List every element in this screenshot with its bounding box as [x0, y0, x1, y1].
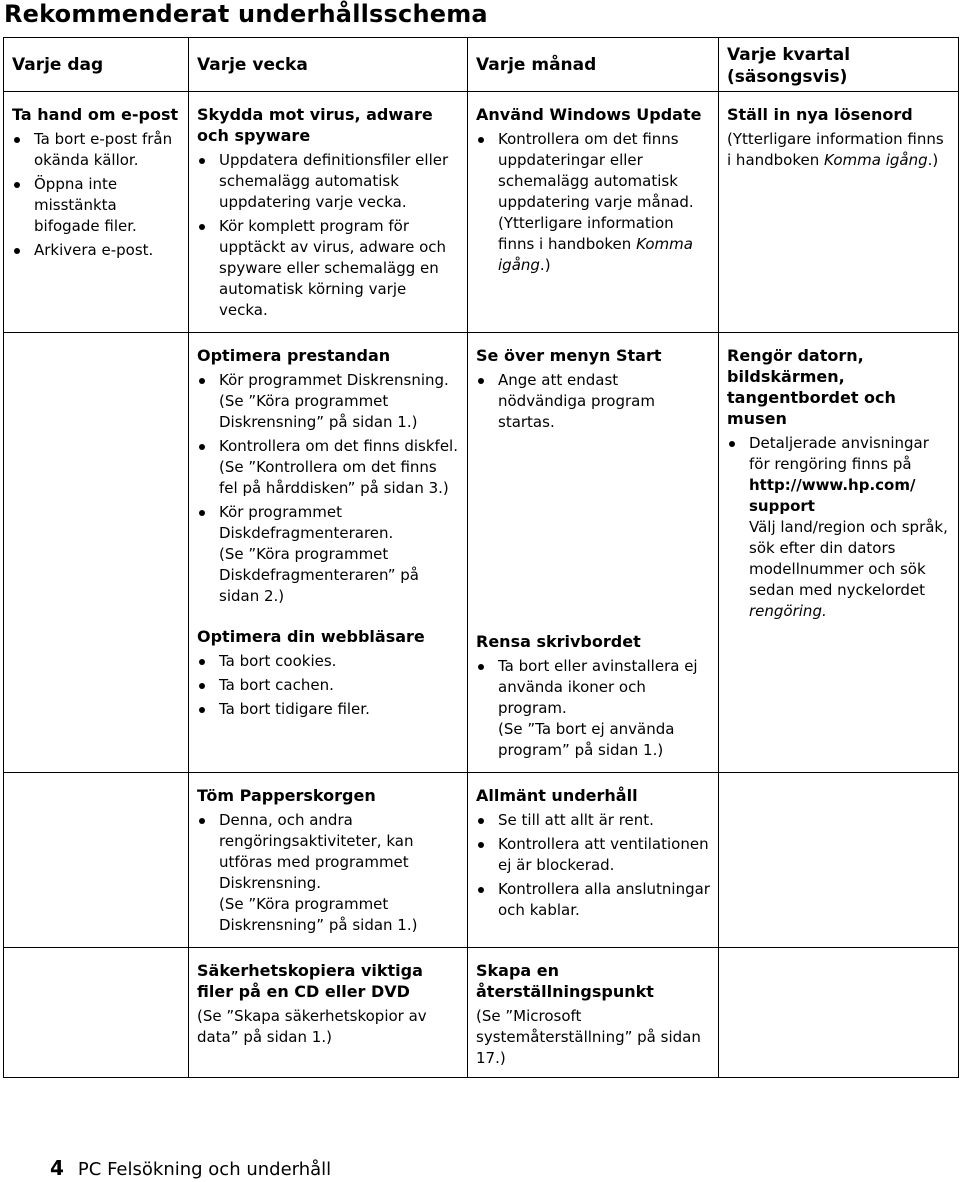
page-number: 4 [50, 1156, 64, 1180]
schedule-row [4, 333, 959, 773]
task-note: Välj land/region och språk, sök efter din dators modellnummer och sök sedan med nyckelordet rengöring. [749, 518, 948, 620]
cell-quarterly-passwords [719, 92, 959, 333]
cell-quarterly-cleaning [719, 333, 959, 773]
page-footer [50, 1156, 331, 1180]
header-daily: Varje dag [4, 38, 189, 92]
task-heading: Ställ in nya lösenord [727, 105, 913, 124]
task-item: Ta bort tidigare filer. [197, 699, 459, 720]
task-heading: Se över menyn Start [476, 346, 662, 365]
cell-empty [4, 773, 189, 948]
cell-monthly-windows-update [468, 92, 719, 333]
task-note: (Se ”Microsoft systemåterställning” på sidan 17.) [476, 1007, 701, 1067]
header-row [4, 38, 959, 92]
task-heading: Skydda mot virus, adware och spyware [197, 105, 433, 145]
task-note: (Se ”Köra programmet Diskrensning” på sidan 1.) [219, 392, 418, 431]
task-list [476, 370, 710, 433]
task-note: (Se ”Skapa säkerhetskopior av data” på sidan 1.) [197, 1007, 427, 1046]
task-item: Ta bort eller avinstallera ej använda ikoner och program. (Se ”Ta bort ej använda program” på sidan 1.) [476, 656, 710, 761]
task-item: Kontrollera att ventilationen ej är blockerad. [476, 834, 710, 876]
cell-monthly-general-maintenance [468, 773, 719, 948]
task-list [476, 656, 710, 761]
task-list [476, 810, 710, 921]
task-item: Ta bort cachen. [197, 675, 459, 696]
task-item: Kör programmet Diskdefragmenteraren. (Se ”Köra programmet Diskdefragmenteraren” på sidan 2.) [197, 502, 459, 607]
maintenance-schedule-table [3, 37, 959, 1078]
cell-daily-email [4, 92, 189, 333]
task-item: Ta bort cookies. [197, 651, 459, 672]
task-item: Se till att allt är rent. [476, 810, 710, 831]
task-item: Detaljerade anvisningar för rengöring finns på http://www.hp.com/ support Välj land/region och språk, sök efter din dators modellnummer och sök sedan med nyckelordet rengöring. [727, 433, 950, 622]
cell-monthly-start-desktop [468, 333, 719, 773]
schedule-row [4, 773, 959, 948]
task-item: Öppna inte misstänkta bifogade filer. [12, 174, 180, 237]
header-quarterly: Varje kvartal (säsongsvis) [719, 38, 959, 92]
task-item: Arkivera e-post. [12, 240, 180, 261]
header-monthly: Varje månad [468, 38, 719, 92]
task-item: Ange att endast nödvändiga program startas. [476, 370, 710, 433]
task-item: Kontrollera alla anslutningar och kablar. [476, 879, 710, 921]
task-heading: Rengör datorn, bildskärmen, tangentbordet och musen [727, 346, 896, 428]
task-note: (Se ”Kontrollera om det finns fel på hårddisken” på sidan 3.) [219, 458, 449, 497]
cell-empty [719, 948, 959, 1078]
task-note: (Se ”Ta bort ej använda program” på sidan 1.) [498, 720, 675, 759]
task-item: Kontrollera om det finns uppdateringar eller schemalägg automatisk uppdatering varje månad. (Ytterligare information finns i handboken Komma igång.) [476, 129, 710, 276]
cell-monthly-restore-point [468, 948, 719, 1078]
task-note: (Se ”Köra programmet Diskdefragmenteraren” på sidan 2.) [219, 545, 419, 605]
task-list [476, 129, 710, 276]
schedule-row [4, 948, 959, 1078]
task-item: Uppdatera definitionsfiler eller schemalägg automatisk uppdatering varje vecka. [197, 150, 459, 213]
task-heading: Använd Windows Update [476, 105, 702, 124]
cell-empty [719, 773, 959, 948]
task-list [727, 433, 950, 622]
cell-weekly-recycle-bin [189, 773, 468, 948]
task-heading: Ta hand om e-post [12, 105, 179, 124]
cell-weekly-virus [189, 92, 468, 333]
task-heading: Allmänt underhåll [476, 786, 638, 805]
footer-title: PC Felsökning och underhåll [77, 1159, 332, 1180]
cell-empty [4, 948, 189, 1078]
task-list [197, 370, 459, 607]
task-note: (Se ”Köra programmet Diskrensning” på sidan 1.) [219, 895, 418, 934]
header-weekly: Varje vecka [189, 38, 468, 92]
task-list [197, 150, 459, 321]
task-item: Ta bort e-post från okända källor. [12, 129, 180, 171]
task-heading: Optimera prestandan [197, 346, 391, 365]
task-heading: Skapa en återställningspunkt [476, 961, 654, 1001]
task-note: (Ytterligare information finns i handboken Komma igång.) [498, 214, 693, 274]
task-list [197, 651, 459, 720]
task-heading: Töm Papperskorgen [197, 786, 376, 805]
task-list [12, 129, 180, 261]
task-item: Denna, och andra rengöringsaktiviteter, kan utföras med programmet Diskrensning. (Se ”Köra programmet Diskrensning” på sidan 1.) [197, 810, 459, 936]
task-list [197, 810, 459, 936]
cell-weekly-backup [189, 948, 468, 1078]
task-item: Kör komplett program för upptäckt av virus, adware och spyware eller schemalägg en automatisk körning varje vecka. [197, 216, 459, 321]
task-item: Kontrollera om det finns diskfel. (Se ”Kontrollera om det finns fel på hårddisken” på sidan 3.) [197, 436, 459, 499]
support-url-link[interactable]: http://www.hp.com/ support [749, 476, 916, 515]
page-title: Rekommenderat underhållsschema [4, 0, 488, 28]
schedule-row [4, 92, 959, 333]
task-heading: Optimera din webbläsare [197, 627, 425, 646]
cell-empty [4, 333, 189, 773]
task-heading: Säkerhetskopiera viktiga filer på en CD eller DVD [197, 961, 423, 1001]
task-note: (Ytterligare information finns i handboken Komma igång.) [727, 130, 944, 169]
task-heading: Rensa skrivbordet [476, 632, 641, 651]
cell-weekly-performance [189, 333, 468, 773]
task-item: Kör programmet Diskrensning. (Se ”Köra programmet Diskrensning” på sidan 1.) [197, 370, 459, 433]
